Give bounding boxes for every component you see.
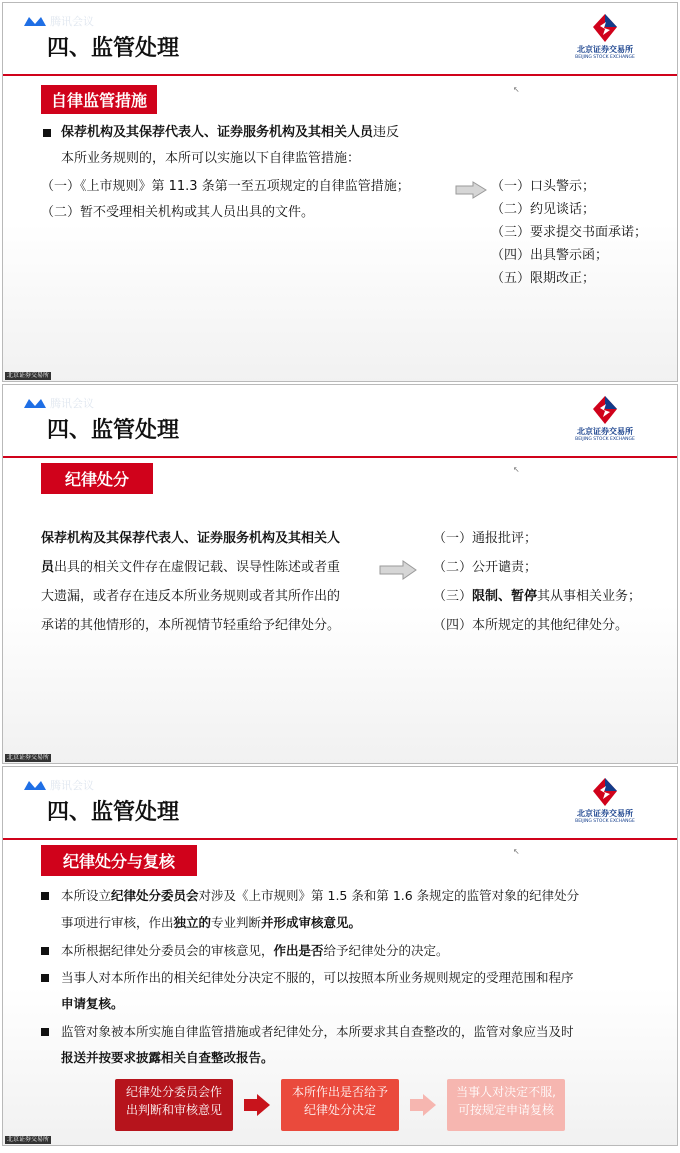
sanction-4: （四）本所规定的其他纪律处分。 (433, 618, 629, 633)
bse-emblem-icon (592, 777, 618, 807)
flow-arrow-icon (243, 1093, 271, 1117)
intro-line-2: 本所业务规则的，本所可以实施以下自律监管措施： (61, 151, 361, 166)
bse-logo-cn: 北京证券交易所 (577, 809, 633, 818)
flow-step-3: 当事人对决定不服, 可按规定申请复核 (447, 1079, 565, 1131)
slide-3 (2, 766, 678, 1146)
mouse-cursor-icon: ↖ (513, 465, 520, 474)
bse-logo-en: BEIJING STOCK EXCHANGE (575, 55, 635, 60)
slide-title: 四、监管处理 (47, 418, 180, 443)
section-badge: 纪律处分与复核 (41, 845, 197, 876)
flow-step-1: 纪律处分委员会作 出判断和审核意见 (115, 1079, 233, 1131)
point-4-line-1: 监管对象被本所实施自律监管措施或者纪律处分，本所要求其自查整改的，监管对象应当及时 (61, 1024, 574, 1039)
tencent-meeting-logo-icon (23, 779, 47, 791)
measure-source-1: （一）《上市规则》第 11.3 条第一至五项规定的自律监管措施； (41, 179, 410, 194)
violation-line-2: 员出具的相关文件存在虚假记载、误导性陈述或者重 (41, 560, 341, 575)
slide-title: 四、监管处理 (47, 800, 180, 825)
title-divider (3, 456, 677, 458)
meeting-watermark-text: 腾讯会议 (50, 779, 94, 792)
bse-emblem-icon (592, 13, 618, 43)
violation-line-3: 大遗漏，或者存在违反本所业务规则或者其所作出的 (41, 589, 341, 604)
bullet-icon (41, 892, 49, 900)
meeting-watermark-text: 腾讯会议 (50, 15, 94, 28)
measure-source-2: （二）暂不受理相关机构或其人员出具的文件。 (41, 205, 315, 220)
bse-logo-en: BEIJING STOCK EXCHANGE (575, 437, 635, 442)
tencent-meeting-logo-icon (23, 397, 47, 409)
intro-line-1: 保荐机构及其保荐代表人、证券服务机构及其相关人员违反 (61, 125, 400, 140)
flow-arrow-icon (409, 1093, 437, 1117)
bullet-icon (43, 129, 51, 137)
section-badge: 纪律处分 (41, 463, 153, 494)
point-1-line-1: 本所设立纪律处分委员会对涉及《上市规则》第 1.5 条和第 1.6 条规定的监管对象的纪律处分 (61, 888, 580, 903)
point-2: 本所根据纪律处分委员会的审核意见，作出是否给予纪律处分的决定。 (61, 943, 449, 958)
sanction-2: （二）公开谴责； (433, 560, 538, 575)
right-arrow-icon (455, 181, 487, 199)
slide-1 (2, 2, 678, 382)
point-3-line-2: 申请复核。 (61, 996, 124, 1011)
point-1-line-2: 事项进行审核，作出独立的专业判断并形成审核意见。 (61, 915, 362, 930)
point-4-line-2: 报送并按要求披露相关自查整改报告。 (61, 1050, 274, 1065)
bullet-icon (41, 1028, 49, 1036)
bse-logo-cn: 北京证券交易所 (577, 427, 633, 436)
point-3-line-1: 当事人对本所作出的相关纪律处分决定不服的，可以按照本所业务规则规定的受理范围和程序 (61, 970, 574, 985)
footer-label: 北京证券交易所 (7, 754, 50, 761)
bse-logo-en: BEIJING STOCK EXCHANGE (575, 819, 635, 824)
bullet-icon (41, 974, 49, 982)
measure-1: （一）口头警示； (491, 179, 596, 194)
meeting-watermark (23, 13, 94, 29)
measure-2: （二）约见谈话； (491, 202, 596, 217)
bullet-icon (41, 947, 49, 955)
measure-3: （三）要求提交书面承诺； (491, 225, 648, 240)
sanction-3: （三）限制、暂停其从事相关业务； (433, 589, 642, 604)
meeting-watermark (23, 395, 94, 411)
bse-logo-cn: 北京证券交易所 (577, 45, 633, 54)
mouse-cursor-icon: ↖ (513, 85, 520, 94)
violation-line-1: 保荐机构及其保荐代表人、证券服务机构及其相关人 (41, 531, 341, 546)
footer-label: 北京证券交易所 (7, 372, 50, 379)
violation-line-4: 承诺的其他情形的，本所视情节轻重给予纪律处分。 (41, 618, 341, 633)
tencent-meeting-logo-icon (23, 15, 47, 27)
measure-4: （四）出具警示函； (491, 248, 609, 263)
bse-logo (569, 395, 641, 442)
flow-step-2: 本所作出是否给予 纪律处分决定 (281, 1079, 399, 1131)
sanction-1: （一）通报批评； (433, 531, 538, 546)
slide-2 (2, 384, 678, 764)
mouse-cursor-icon: ↖ (513, 847, 520, 856)
meeting-watermark (23, 777, 94, 793)
right-arrow-icon (379, 560, 417, 580)
title-divider (3, 74, 677, 76)
bse-emblem-icon (592, 395, 618, 425)
section-badge: 自律监管措施 (41, 85, 157, 114)
slide-title: 四、监管处理 (47, 36, 180, 61)
title-divider (3, 838, 677, 840)
footer-label: 北京证券交易所 (7, 1136, 50, 1143)
bse-logo (569, 777, 641, 824)
bse-logo (569, 13, 641, 60)
measure-5: （五）限期改正； (491, 271, 596, 286)
meeting-watermark-text: 腾讯会议 (50, 397, 94, 410)
